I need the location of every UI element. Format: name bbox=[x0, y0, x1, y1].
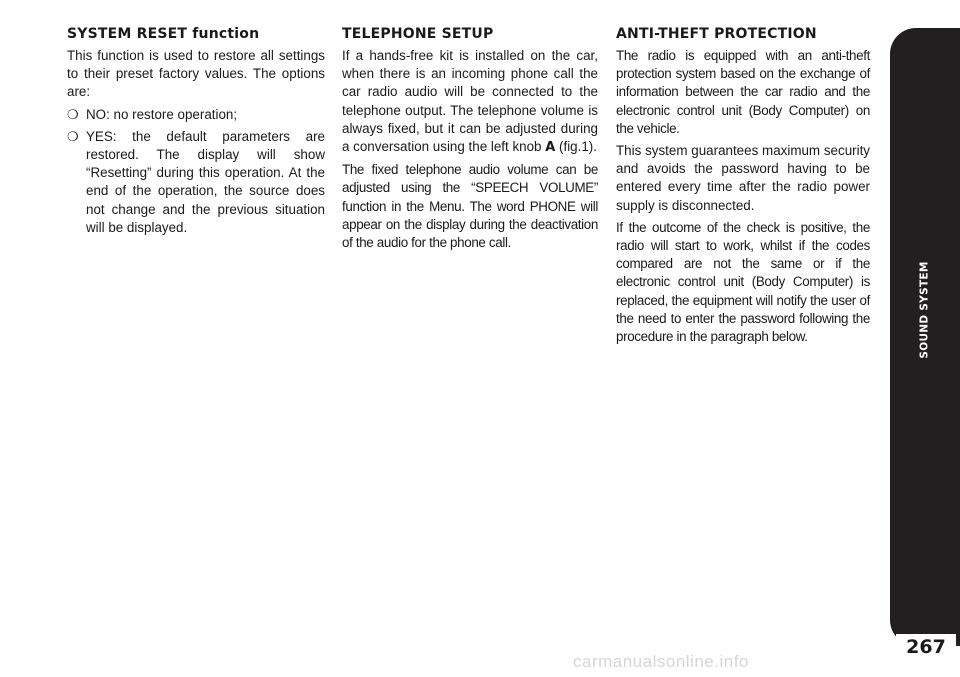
anti-theft-paragraph-3: If the outcome of the check is positive, the radio will start to work, whilst if the codes compared are not the same or if the electronic control unit (Body Computer) is replaced, the equipment will notify the user of the need to enter the password following the procedure in the paragraph below. bbox=[616, 219, 870, 345]
anti-theft-paragraph-2: This system guarantees maximum security and avoids the password having to be entered every time after the radio power supply is disconnected. bbox=[616, 143, 870, 213]
system-reset-intro: This function is used to restore all settings to their preset factory values. The options are: bbox=[67, 48, 325, 100]
circle-bullet-icon: ❍ bbox=[67, 128, 79, 144]
telephone-p1-text: If a hands-free kit is installed on the car, when there is an incoming phone call the car radio audio will be connected to the telephone output. The telephone volume is always fixed, but it can be adjusted during a conversation using the left knob bbox=[342, 48, 598, 155]
chapter-tab-label bbox=[888, 240, 960, 380]
circle-bullet-icon: ❍ bbox=[67, 106, 79, 122]
chapter-title: SOUND SYSTEM bbox=[919, 261, 932, 359]
telephone-setup-paragraph-1 bbox=[342, 47, 598, 157]
section-title-anti-theft: ANTI-THEFT PROTECTION bbox=[616, 26, 817, 42]
option-yes-text: YES: the default parameters are restored. The display will show “Resetting” during this operation. At the end of the operation, the source does not change and the previous situation will be displayed. bbox=[86, 128, 325, 235]
column-anti-theft bbox=[616, 26, 870, 350]
column-telephone-setup bbox=[342, 26, 598, 256]
section-title-telephone-setup: TELEPHONE SETUP bbox=[342, 26, 494, 42]
anti-theft-paragraph-1: The radio is equipped with an anti-theft protection system based on the exchange of information between the car radio and the electronic control unit (Body Computer) on the vehicle. bbox=[616, 48, 870, 136]
telephone-p1-figure-ref: (fig.1). bbox=[555, 139, 597, 155]
telephone-setup-paragraph-2: The fixed telephone audio volume can be adjusted using the “SPEECH VOLUME” function in the Menu. The word PHONE will appear on the display during the deactivation of the audio for the phone call. bbox=[342, 162, 598, 251]
column-system-reset bbox=[67, 26, 325, 241]
page-number: 267 bbox=[896, 634, 956, 660]
knob-reference: A bbox=[545, 140, 556, 156]
option-no bbox=[67, 106, 325, 124]
section-title-system-reset: SYSTEM RESET function bbox=[67, 26, 260, 42]
watermark: carmanualsonline.info bbox=[573, 652, 749, 671]
option-yes bbox=[67, 128, 325, 237]
system-reset-options bbox=[67, 106, 325, 237]
option-no-text: NO: no restore operation; bbox=[86, 106, 238, 122]
